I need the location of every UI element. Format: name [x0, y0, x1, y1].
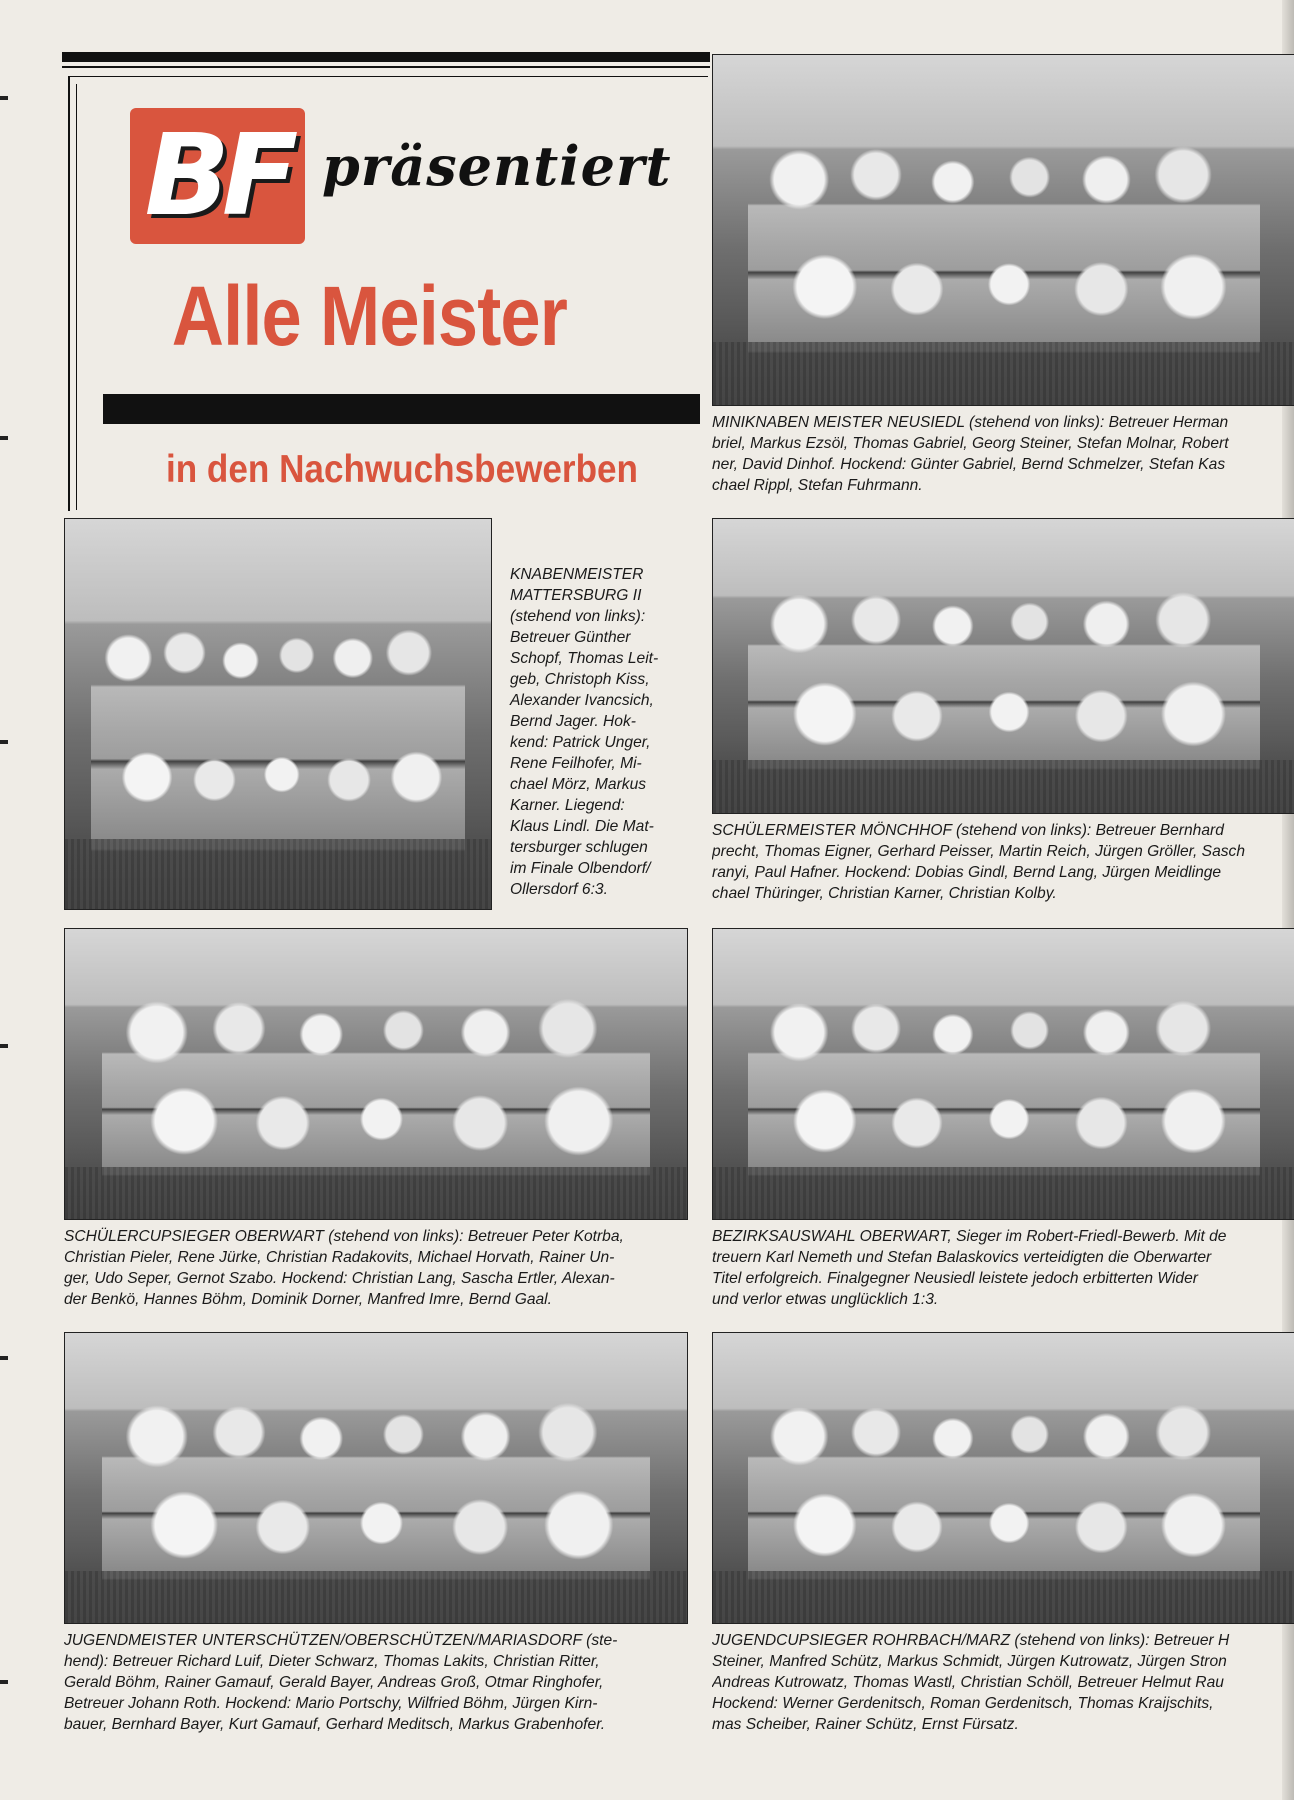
pitch-grass [713, 760, 1294, 813]
team-figures [748, 993, 1260, 1190]
pitch-grass [713, 342, 1294, 405]
pitch-grass [65, 1167, 687, 1219]
caption-jugendmeister: JUGENDMEISTER UNTERSCHÜTZEN/OBERSCHÜTZEN/MARIASDORF (ste- hend): Betreuer Richard Luif, Dieter Schwarz, Thomas Lakits, Christian Ritter, Gerald Böhm, Rainer Gamauf, Gerald Bayer, Andreas Groß, Otmar Ringhofer, Betreuer Johann Roth. Hockend: Mario Portschy, Wilfried Böhm, Jürgen Kirn- bauer, Bernhard Bayer, Kurt Gamauf, Gerhard Meditsch, Markus Grabenhofer. [64, 1632, 618, 1733]
team-figures [102, 1397, 649, 1594]
caption-miniknaben: MINIKNABEN MEISTER NEUSIEDL (stehend von links): Betreuer Herman briel, Markus Ezsöl, Thomas Gabriel, Georg Steiner, Stefan Molnar, Robert ner, David Dinhof. Hockend: Günter Gabriel, Bernd Schmelzer, Stefan Kas chael Rippl, Stefan Fuhrmann. [712, 414, 1229, 494]
photo-schuelercup [64, 928, 688, 1220]
pitch-grass [65, 1571, 687, 1623]
photo-miniknaben [712, 54, 1294, 406]
caption-bezirksauswahl: BEZIRKSAUSWAHL OBERWART, Sieger im Robert-Friedl-Bewerb. Mit de treuern Karl Nemeth und Stefan Balaskovics verteidigten die Oberwarter Titel erfolgreich. Finalgegner Neusiedl leistete jedoch erbitterten Wider und verlor etwas unglücklich 1:3. [712, 1228, 1227, 1308]
team-figures [91, 605, 466, 870]
caption-schuelercup: SCHÜLERCUPSIEGER OBERWART (stehend von links): Betreuer Peter Kotrba, Christian Pieler, Rene Jürke, Christian Radakovits, Michael Horvath, Rainer Un- ger, Udo Seper, Gernot Szabo. Hockend: Christian Lang, Sascha Ertler, Alexan- der Benkö, Hannes Böhm, Dominik Dorner, Manfred Imre, Bernd Gaal. [64, 1228, 624, 1308]
caption-knabenmeister: KNABENMEISTER MATTERSBURG II (stehend von links): Betreuer Günther Schopf, Thomas Leit- geb, Christoph Kiss, Alexander Ivancsich, Bernd Jager. Hok- kend: Patrick Unger, Rene Feilhofer, Mi- chael Mörz, Markus Karner. Liegend: Klaus Lindl. Die Mat- tersburger schlugen im Finale Olbendorf/ Ollersdorf 6:3. [510, 566, 659, 898]
masthead-top-line [62, 66, 710, 68]
binding-holes [0, 0, 14, 1800]
team-figures [748, 132, 1260, 370]
photo-schuelermeister [712, 518, 1294, 814]
photo-knabenmeister [64, 518, 492, 910]
masthead-top-bar [62, 52, 710, 62]
caption-schuelermeister: SCHÜLERMEISTER MÖNCHHOF (stehend von links): Betreuer Bernhard precht, Thomas Eigner, Gerhard Peisser, Martin Reich, Jürgen Gröller, Sasch ranyi, Paul Hafner. Hockend: Dobias Gindl, Bernd Lang, Jürgen Meidlinge chael Thüringer, Christian Karner, Christian Kolby. [712, 822, 1246, 902]
page-headline: Alle Meister [171, 269, 567, 363]
photo-jugendmeister [64, 1332, 688, 1624]
bf-logo-text: BF [144, 111, 291, 241]
team-figures [748, 584, 1260, 784]
bf-logo [130, 108, 305, 244]
page-subheadline: in den Nachwuchsbewerben [165, 448, 638, 491]
tagline: präsentiert [322, 134, 672, 198]
pitch-grass [713, 1167, 1294, 1219]
photo-bezirksauswahl [712, 928, 1294, 1220]
photo-jugendcup [712, 1332, 1294, 1624]
pitch-grass [65, 839, 491, 909]
headline-rule [103, 394, 700, 424]
pitch-grass [713, 1571, 1294, 1623]
caption-jugendcup: JUGENDCUPSIEGER ROHRBACH/MARZ (stehend von links): Betreuer H Steiner, Manfred Schütz, Markus Schmidt, Jürgen Kutrowatz, Jürgen Stron Andreas Kutrowatz, Thomas Wastl, Christian Schöll, Betreuer Helmut Rau Hockend: Werner Gerdenitsch, Roman Gerdenitsch, Thomas Kraijschits, mas Scheiber, Rainer Schütz, Ernst Fürsatz. [712, 1632, 1230, 1733]
team-figures [748, 1397, 1260, 1594]
team-figures [102, 993, 649, 1190]
